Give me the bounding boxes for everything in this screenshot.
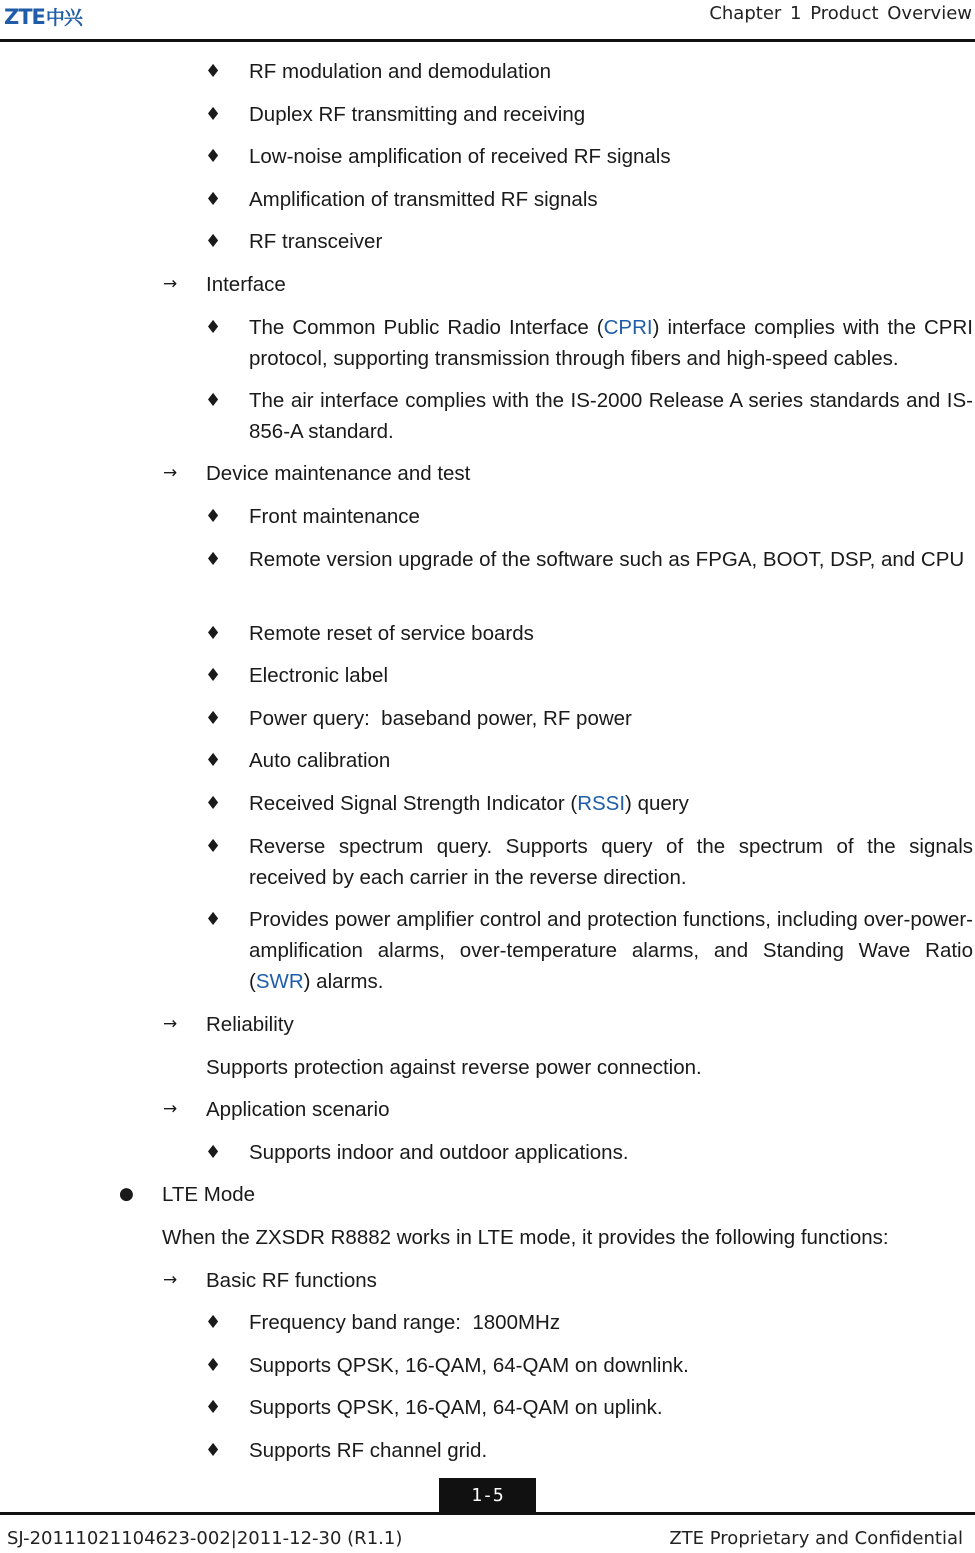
diamond-bullet-icon: ♦ [205,390,222,411]
diamond-bullet-icon: ♦ [205,1440,222,1461]
paragraph: Supports protection against reverse power connection. [206,1056,702,1079]
section-heading: LTE Mode [162,1183,256,1206]
chapter-title: Chapter 1 Product Overview [709,3,972,24]
list-item: Remote reset of service boards [249,622,534,645]
diamond-bullet-icon: ♦ [205,836,222,857]
diamond-bullet-icon: ♦ [205,1397,222,1418]
diamond-bullet-icon: ♦ [205,189,222,210]
list-item: The Common Public Radio Interface (CPRI) interface complies with the CPRI protocol, supporting transmission through fibers and high-speed cables. [249,316,973,370]
list-item: RF transceiver [249,230,383,253]
list-item: Supports QPSK, 16-QAM, 64-QAM on uplink. [249,1396,663,1419]
diamond-bullet-icon: ♦ [205,146,222,167]
list-item: Duplex RF transmitting and receiving [249,103,586,126]
diamond-bullet-icon: ♦ [205,104,222,125]
list-item: Electronic label [249,664,389,687]
list-item: Low-noise amplification of received RF signals [249,145,671,168]
list-item: Front maintenance [249,505,420,528]
arrow-bullet-icon: → [163,1014,178,1034]
diamond-bullet-icon: ♦ [205,909,222,930]
diamond-bullet-icon: ♦ [205,317,222,338]
header-divider [0,39,975,42]
section-heading: Interface [206,273,286,296]
arrow-bullet-icon: → [163,463,178,483]
diamond-bullet-icon: ♦ [205,61,222,82]
arrow-bullet-icon: → [163,274,178,294]
zte-logo [4,3,82,30]
diamond-bullet-icon: ♦ [205,793,222,814]
list-item: Received Signal Strength Indicator (RSSI) query [249,792,689,815]
diamond-bullet-icon: ♦ [205,623,222,644]
logo-cn: 中兴 [45,7,82,29]
diamond-bullet-icon: ♦ [205,665,222,686]
list-item: Provides power amplifier control and protection functions, including over-power-amplification alarms, over-temperature alarms, and Standing Wave Ratio (SWR) alarms. [249,908,973,993]
footer-divider [0,1512,975,1515]
diamond-bullet-icon: ♦ [205,506,222,527]
list-item: Reverse spectrum query. Supports query of the spectrum of the signals received by each carrier in the reverse direction. [249,835,973,889]
dot-bullet-icon: ● [119,1184,134,1204]
list-item: Frequency band range: 1800MHz [249,1311,561,1334]
page-header [0,0,975,42]
section-heading: Application scenario [206,1098,390,1121]
document-id: SJ-20111021104623-002|2011-12-30 (R1.1) [7,1528,403,1549]
cpri-link[interactable]: CPRI [603,316,653,339]
confidential-notice: ZTE Proprietary and Confidential [669,1528,963,1549]
list-item: The air interface complies with the IS-2000 Release A series standards and IS-856-A standard. [249,389,973,443]
paragraph: When the ZXSDR R8882 works in LTE mode, it provides the following functions: [162,1226,889,1249]
diamond-bullet-icon: ♦ [205,231,222,252]
section-heading: Basic RF functions [206,1269,377,1292]
diamond-bullet-icon: ♦ [205,750,222,771]
swr-link[interactable]: SWR [255,970,304,993]
list-item: Amplification of transmitted RF signals [249,188,598,211]
section-heading: Reliability [206,1013,294,1036]
section-heading: Device maintenance and test [206,462,471,485]
list-item: Remote version upgrade of the software such as FPGA, BOOT, DSP, and CPU [249,548,965,571]
diamond-bullet-icon: ♦ [205,1142,222,1163]
list-item: Power query: baseband power, RF power [249,707,632,730]
diamond-bullet-icon: ♦ [205,1312,222,1333]
list-item: Supports indoor and outdoor applications. [249,1141,629,1164]
list-item: Auto calibration [249,749,391,772]
logo-text: ZTE [4,5,45,29]
diamond-bullet-icon: ♦ [205,1355,222,1376]
arrow-bullet-icon: → [163,1099,178,1119]
arrow-bullet-icon: → [163,1270,178,1290]
diamond-bullet-icon: ♦ [205,708,222,729]
rssi-link[interactable]: RSSI [577,792,626,815]
list-item: RF modulation and demodulation [249,60,551,83]
list-item: Supports QPSK, 16-QAM, 64-QAM on downlink. [249,1354,689,1377]
list-item: Supports RF channel grid. [249,1439,488,1462]
diamond-bullet-icon: ♦ [205,549,222,570]
page-number: 1-5 [439,1478,536,1512]
